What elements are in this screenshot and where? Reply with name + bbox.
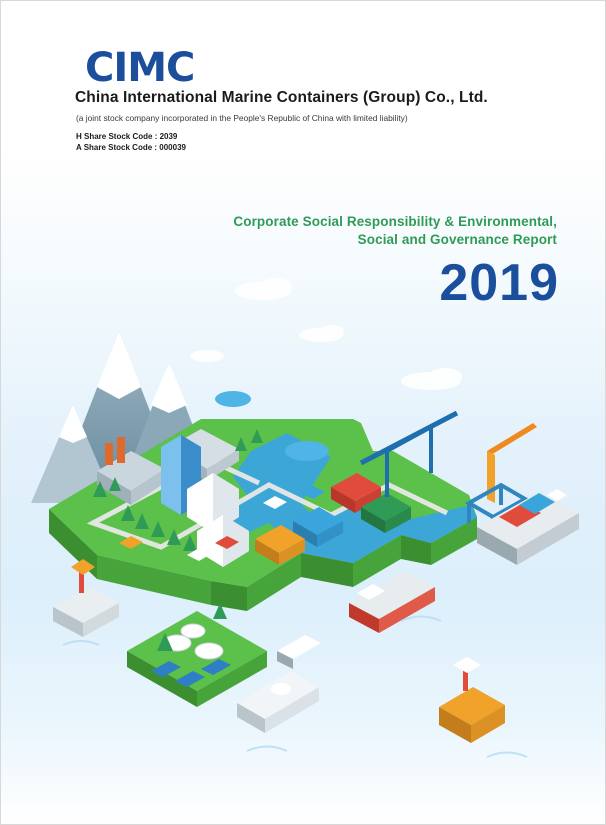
cover-illustration bbox=[1, 151, 606, 825]
h-share-code: H Share Stock Code : 2039 bbox=[76, 132, 178, 141]
small-vessel bbox=[277, 635, 321, 669]
tank-farm-island bbox=[127, 611, 267, 707]
report-title-line-2: Social and Governance Report bbox=[357, 232, 557, 247]
report-year: 2019 bbox=[439, 254, 559, 312]
incorporation-note: (a joint stock company incorporated in the People's Republic of China with limited liability) bbox=[76, 113, 408, 123]
logo-text: CIMC bbox=[85, 45, 195, 91]
a-share-code: A Share Stock Code : 000039 bbox=[76, 143, 186, 152]
cimc-logo bbox=[85, 45, 194, 91]
illustration-svg bbox=[1, 151, 606, 825]
clouds bbox=[190, 278, 462, 390]
stock-codes bbox=[76, 131, 186, 153]
report-title-line-1: Corporate Social Responsibility & Environmental, bbox=[233, 214, 557, 229]
company-name: China International Marine Containers (Group) Co., Ltd. bbox=[75, 89, 488, 106]
offshore-platform-right bbox=[439, 657, 505, 743]
tanker-ship-bottom bbox=[237, 671, 319, 733]
